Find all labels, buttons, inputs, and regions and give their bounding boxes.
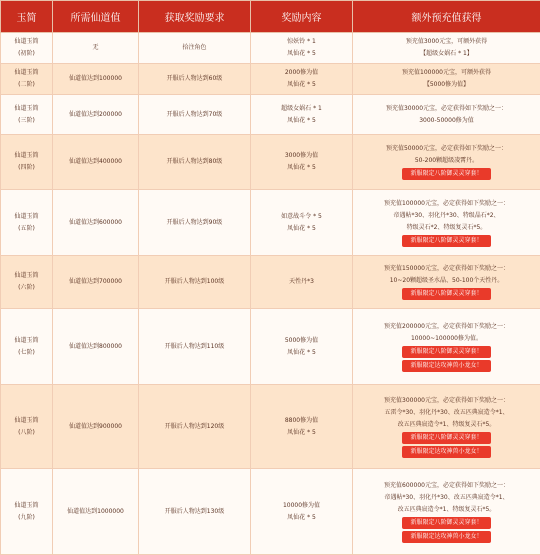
limited-offer-badge: 新服限定八阶御灵灵穿套！ bbox=[402, 346, 490, 358]
extra-line: 3000-50000修为值 bbox=[419, 116, 474, 124]
header-tier: 玉简 bbox=[1, 1, 53, 33]
extra-cell bbox=[353, 95, 540, 135]
tier-line: (六阶) bbox=[18, 284, 35, 291]
extra-line: 帝遇帖*30、羽化丹*30、改五匹典宸造令*1、 bbox=[384, 493, 509, 501]
extra-cell bbox=[353, 385, 540, 469]
table-row bbox=[1, 135, 540, 190]
extra-cell bbox=[353, 190, 540, 256]
extra-line: 预充值300000元宝，必定获得如下奖励之一： bbox=[384, 396, 509, 404]
tier-line: (三阶) bbox=[18, 116, 35, 124]
extra-line: 预充值3000元宝，可额外获得 bbox=[405, 38, 488, 45]
reward-line: 凤仙花 * 5 bbox=[287, 348, 316, 356]
extra-line: 预充值200000元宝，必定获得如下奖励之一： bbox=[384, 322, 509, 330]
tier-line: (九阶) bbox=[18, 513, 35, 521]
extra-line: 10000~100000修为值。 bbox=[410, 334, 483, 342]
rewards-cell bbox=[251, 256, 353, 309]
extra-line: 预充值150000元宝，必定获得如下奖励之一： bbox=[384, 265, 509, 272]
tier-cell bbox=[1, 190, 53, 256]
rewards-cell bbox=[251, 309, 353, 385]
extra-line: 预充值100000元宝，可额外获得 bbox=[402, 69, 491, 76]
tier-line: 仙道玉简 bbox=[14, 38, 39, 45]
rewards-cell bbox=[251, 33, 353, 64]
extra-cell bbox=[353, 64, 540, 95]
tier-line: 仙道玉简 bbox=[14, 104, 39, 112]
tier-line: (二阶) bbox=[18, 81, 35, 88]
tier-line: (八阶) bbox=[18, 428, 35, 436]
required-value-cell: 仙道值达到600000 bbox=[53, 190, 139, 256]
reward-line: 惊妖铃 * 1 bbox=[287, 38, 316, 45]
requirement-cell: 开服后人物达到60级 bbox=[139, 64, 251, 95]
limited-offer-badge: 新服限定八阶御灵灵穿套！ bbox=[402, 168, 490, 180]
limited-offer-badge: 新服限定八阶御灵灵穿套！ bbox=[402, 517, 490, 529]
extra-line: 特级灵石*2、特级复灵石*5。 bbox=[406, 223, 487, 231]
tier-line: 仙道玉简 bbox=[14, 212, 39, 220]
extra-line: 50-200颗超级凌霄丹。 bbox=[414, 157, 479, 164]
table-row bbox=[1, 64, 540, 95]
header-requirement: 获取奖励要求 bbox=[139, 1, 251, 33]
limited-offer-wrap bbox=[356, 431, 537, 445]
table-row bbox=[1, 33, 540, 64]
header-value: 所需仙道值 bbox=[53, 1, 139, 33]
extra-cell bbox=[353, 309, 540, 385]
limited-offer-wrap bbox=[356, 287, 537, 301]
tier-line: 仙道玉简 bbox=[14, 416, 39, 424]
reward-line: 凤仙花 * 5 bbox=[287, 50, 316, 57]
limited-offer-wrap bbox=[356, 359, 537, 373]
extra-line: 改五匹典宸造令*1、特级复灵石*5。 bbox=[397, 420, 496, 428]
requirement-cell: 开服后人物达到90级 bbox=[139, 190, 251, 256]
tier-cell bbox=[1, 256, 53, 309]
reward-line: 凤仙花 * 5 bbox=[287, 513, 316, 521]
header-row bbox=[1, 1, 540, 33]
requirement-cell: 开服后人物达到120级 bbox=[139, 385, 251, 469]
limited-offer-badge: 新服限定达攻神兽小龙女！ bbox=[402, 446, 490, 458]
reward-line: 凤仙花 * 5 bbox=[287, 164, 316, 171]
limited-offer-badge: 新服限定达攻神兽小龙女！ bbox=[402, 531, 490, 543]
limited-offer-wrap bbox=[356, 234, 537, 248]
tier-line: 仙道玉简 bbox=[14, 501, 39, 509]
limited-offer-wrap bbox=[356, 445, 537, 459]
tier-cell bbox=[1, 385, 53, 469]
tier-cell bbox=[1, 95, 53, 135]
rewards-cell bbox=[251, 469, 353, 555]
extra-line: 五雷令*30、羽化丹*30、改五匹典宸造令*1、 bbox=[384, 408, 509, 416]
requirement-cell: 开服后人物达到110级 bbox=[139, 309, 251, 385]
tier-cell bbox=[1, 64, 53, 95]
extra-cell bbox=[353, 469, 540, 555]
reward-line: 8800修为值 bbox=[284, 416, 319, 424]
extra-line: 预充值50000元宝，必定获得如下奖励之一： bbox=[385, 145, 508, 152]
required-value-cell: 无 bbox=[53, 33, 139, 64]
table-row bbox=[1, 190, 540, 256]
limited-offer-wrap bbox=[356, 345, 537, 359]
requirement-cell: 开服后人物达到70级 bbox=[139, 95, 251, 135]
reward-line: 10000修为值 bbox=[282, 501, 321, 509]
limited-offer-badge: 新服限定八阶御灵灵穿套！ bbox=[402, 288, 490, 300]
required-value-cell: 仙道值达到700000 bbox=[53, 256, 139, 309]
reward-line: 5000修为值 bbox=[284, 336, 319, 344]
required-value-cell: 仙道值达到1000000 bbox=[53, 469, 139, 555]
extra-cell bbox=[353, 256, 540, 309]
limited-offer-wrap bbox=[356, 516, 537, 530]
requirement-cell: 开服后人物达到80级 bbox=[139, 135, 251, 190]
required-value-cell: 仙道值达到200000 bbox=[53, 95, 139, 135]
table-row bbox=[1, 256, 540, 309]
limited-offer-wrap bbox=[356, 167, 537, 181]
tier-line: 仙道玉简 bbox=[14, 272, 39, 279]
requirement-cell: 开服后人物达到100级 bbox=[139, 256, 251, 309]
reward-line: 如意战斗令 * 5 bbox=[281, 212, 322, 220]
extra-line: 预充值100000元宝，必定获得如下奖励之一： bbox=[384, 199, 509, 207]
reward-line: 天性丹*3 bbox=[289, 278, 314, 285]
reward-line: 凤仙花 * 5 bbox=[287, 428, 316, 436]
reward-line: 凤仙花 * 5 bbox=[287, 116, 316, 124]
tier-line: 仙道玉简 bbox=[14, 336, 39, 344]
rewards-cell bbox=[251, 64, 353, 95]
extra-line: 预充值30000元宝，必定获得如下奖励之一： bbox=[385, 104, 508, 112]
tier-line: (五阶) bbox=[18, 224, 35, 232]
required-value-cell: 仙道值达到800000 bbox=[53, 309, 139, 385]
reward-line: 2000修为值 bbox=[284, 69, 319, 76]
extra-line: 帝遇帖*30、羽化丹*30、特级晶石*2、 bbox=[393, 211, 500, 219]
header-rewards: 奖励内容 bbox=[251, 1, 353, 33]
limited-offer-badge: 新服限定八阶御灵灵穿套！ bbox=[402, 432, 490, 444]
extra-line: 预充值600000元宝，必定获得如下奖励之一： bbox=[384, 481, 509, 489]
tier-line: (七阶) bbox=[18, 348, 35, 356]
tier-cell bbox=[1, 309, 53, 385]
reward-line: 超级女娲石 * 1 bbox=[281, 104, 322, 112]
rewards-cell bbox=[251, 385, 353, 469]
tier-line: (初阶) bbox=[18, 50, 35, 57]
tier-cell bbox=[1, 469, 53, 555]
limited-offer-wrap bbox=[356, 530, 537, 544]
extra-cell bbox=[353, 33, 540, 64]
rewards-cell bbox=[251, 95, 353, 135]
required-value-cell: 仙道值达到900000 bbox=[53, 385, 139, 469]
table-body bbox=[1, 33, 540, 555]
tier-line: 仙道玉简 bbox=[14, 152, 39, 159]
rewards-cell bbox=[251, 190, 353, 256]
limited-offer-badge: 新服限定达攻神兽小龙女！ bbox=[402, 360, 490, 372]
requirement-cell: 拾注角色 bbox=[139, 33, 251, 64]
table-row bbox=[1, 385, 540, 469]
extra-line: 【5000修为值】 bbox=[423, 81, 470, 88]
rewards-cell bbox=[251, 135, 353, 190]
limited-offer-badge: 新服限定八阶御灵灵穿套！ bbox=[402, 235, 490, 247]
tier-cell bbox=[1, 135, 53, 190]
reward-line: 凤仙花 * 5 bbox=[287, 224, 316, 232]
tier-line: 仙道玉简 bbox=[14, 69, 39, 76]
extra-line: 改五匹典宸造令*1、特级复灵石*5。 bbox=[397, 505, 496, 513]
table-row bbox=[1, 309, 540, 385]
tier-cell bbox=[1, 33, 53, 64]
reward-line: 3000修为值 bbox=[284, 152, 319, 159]
tier-line: (四阶) bbox=[18, 164, 35, 171]
extra-line: 【超级女娲石 * 1】 bbox=[420, 50, 473, 57]
requirement-cell: 开服后人物达到130级 bbox=[139, 469, 251, 555]
table-row bbox=[1, 95, 540, 135]
extra-line: 10~20颗超级圣水晶、50-100个天性丹。 bbox=[389, 277, 504, 284]
table-row bbox=[1, 469, 540, 555]
required-value-cell: 仙道值达到400000 bbox=[53, 135, 139, 190]
header-extra: 额外预充值获得 bbox=[353, 1, 540, 33]
required-value-cell: 仙道值达到100000 bbox=[53, 64, 139, 95]
extra-cell bbox=[353, 135, 540, 190]
reward-line: 凤仙花 * 5 bbox=[287, 81, 316, 88]
